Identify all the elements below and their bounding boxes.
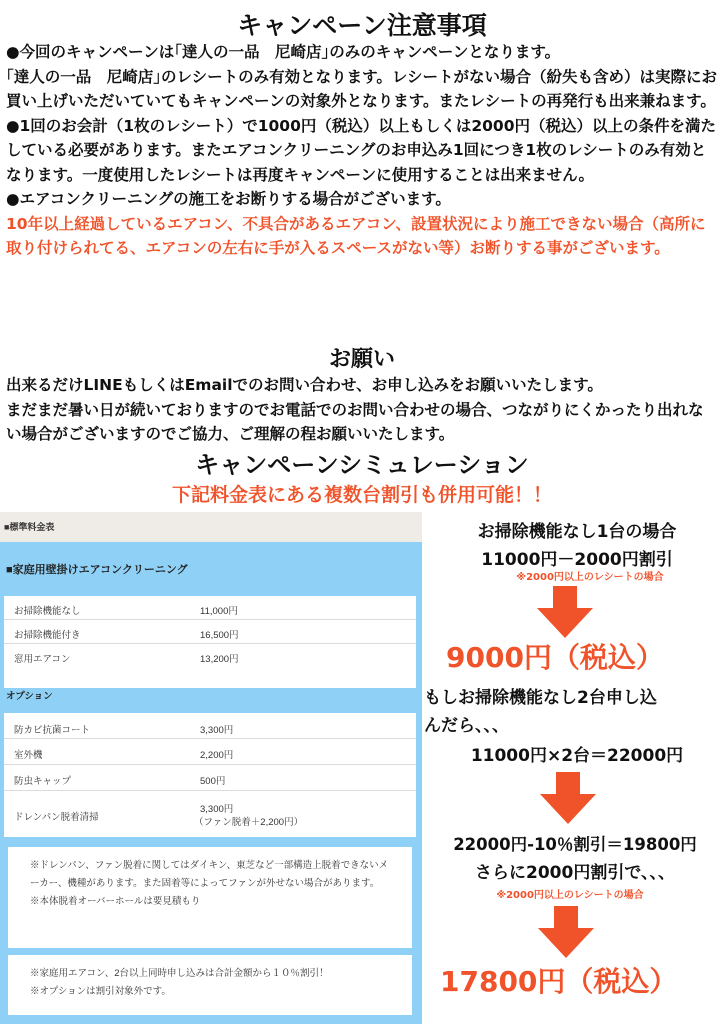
request-title: お願い — [328, 347, 395, 372]
notice-p1: ●今回のキャンペーンは｢達人の一品 尼崎店｣のみのキャンペーンとなります。 — [6, 43, 561, 61]
table-row — [4, 765, 416, 791]
notice-title: キャンペーン注意事項 — [237, 11, 487, 40]
row-name: 防カビ抗菌コート — [14, 725, 91, 736]
section-wall-ac: ■家庭用壁掛けエアコンクリーニング — [6, 564, 188, 576]
request-p2: まだまだ暑い日が続いておりますのでお電話でのお問い合わせの場合、つながりにくかったり出れない場合がございますのでご協力、ご理解の程お願いいたします。 — [6, 400, 704, 443]
price-table-header-bar — [0, 512, 422, 542]
row-price: 11,000円 — [200, 606, 238, 617]
table-row — [4, 791, 416, 837]
row-name: 室外機 — [14, 750, 43, 761]
row-name: お掃除機能なし — [14, 606, 81, 617]
case2-line2: んだら、、、 — [424, 716, 509, 736]
simulation-title: キャンペーンシミュレーション — [195, 451, 529, 479]
note-box-1 — [8, 847, 412, 948]
request-body — [6, 373, 718, 447]
price-table-header: ■標準料金表 — [4, 522, 55, 532]
case1-line2: 11000円－2000円割引 — [481, 550, 673, 570]
row-price: 13,200円 — [200, 654, 239, 665]
table-row — [4, 644, 416, 667]
row-price: 16,500円 — [200, 630, 239, 641]
case2-line4: 22000円-10％割引＝19800円 — [453, 835, 697, 854]
simulation-subtitle: 下記料金表にある複数台割引も併用可能！！ — [171, 484, 552, 506]
note-line: ※オプションは割引対象外です。 — [30, 986, 171, 997]
price-table — [0, 512, 422, 1024]
table-row — [4, 596, 416, 620]
note-box-2 — [8, 955, 412, 1015]
notice-p4: ●エアコンクリーニングの施工をお断りする場合がございます。 — [6, 190, 451, 208]
receipt-note-1: ※2000円以上のレシートの場合 — [516, 572, 664, 583]
case2-line1: もしお掃除機能なし2台申し込 — [424, 688, 657, 708]
row-name: ドレンパン脱着清掃 — [14, 812, 99, 823]
row-name: 窓用エアコン — [14, 654, 71, 665]
receipt-note-2: ※2000円以上のレシートの場合 — [496, 890, 644, 901]
section-options: オプション — [6, 691, 53, 702]
result-2-price: 17800円（税込） — [440, 965, 678, 998]
row-price: 500円 — [200, 776, 226, 787]
base-price-box — [4, 596, 416, 688]
note-1 — [30, 857, 390, 911]
case2-line5: さらに2000円割引で、、、 — [475, 863, 675, 883]
options-price-box — [4, 713, 416, 837]
table-row — [4, 713, 416, 739]
row-price: 3,300円 — [200, 725, 234, 736]
notice-p3: ●1回のお会計（1枚のレシート）で1000円（税込）以上もしくは2000円（税込）以上の条件を満たしている必要があります。またエアコンクリーニングのお申込み1回につき1枚のレシートのみ有効となります。一度使用したレシートは再度キャンペーンに使用することは出来ません。 — [6, 116, 716, 184]
note-line: ※本体脱着オーバーホールは要見積もり — [30, 896, 201, 907]
row-price-note: （ファン脱着＋2,200円） — [194, 817, 304, 828]
case2-line3: 11000円×2台＝22000円 — [470, 746, 684, 766]
notice-p2: ｢達人の一品 尼崎店｣のレシートのみ有効となります。レシートがない場合（紛失も含め）は実際にお買い上げいただいていてもキャンペーンの対象外となります。またレシートの再発行も出来兼ねます。 — [6, 67, 717, 110]
notice-body — [6, 40, 718, 261]
note-2 — [30, 965, 400, 1001]
request-p1: 出来るだけLINEもしくはEmailでのお問い合わせ、お申し込みをお願いいたします。 — [6, 376, 603, 394]
down-arrow-icon — [536, 906, 596, 958]
down-arrow-icon — [535, 586, 595, 638]
row-price: 3,300円 — [200, 804, 234, 815]
table-row — [4, 739, 416, 765]
note-line: ※家庭用エアコン、2台以上同時申し込みは合計金額から１０％割引！ — [30, 968, 329, 979]
table-row — [4, 620, 416, 644]
note-line: ※ドレンパン、ファン脱着に関してはダイキン、東芝など一部構造上脱着できないメーカー、機種があります。また固着等によってファンが外せない場合があります。 — [30, 860, 389, 889]
case1-line1: お掃除機能なし1台の場合 — [477, 522, 677, 542]
row-name: 防虫キャップ — [14, 776, 72, 787]
row-name: お掃除機能付き — [14, 630, 81, 641]
down-arrow-icon — [538, 772, 598, 824]
row-price: 2,200円 — [200, 750, 234, 761]
notice-p5-warning: 10年以上経過しているエアコン、不具合があるエアコン、設置状況により施工できない場合（高所に取り付けられてる、エアコンの左右に手が入るスペースがない等）お断りする事がございます。 — [6, 214, 706, 257]
result-1-price: 9000円（税込） — [446, 641, 664, 674]
